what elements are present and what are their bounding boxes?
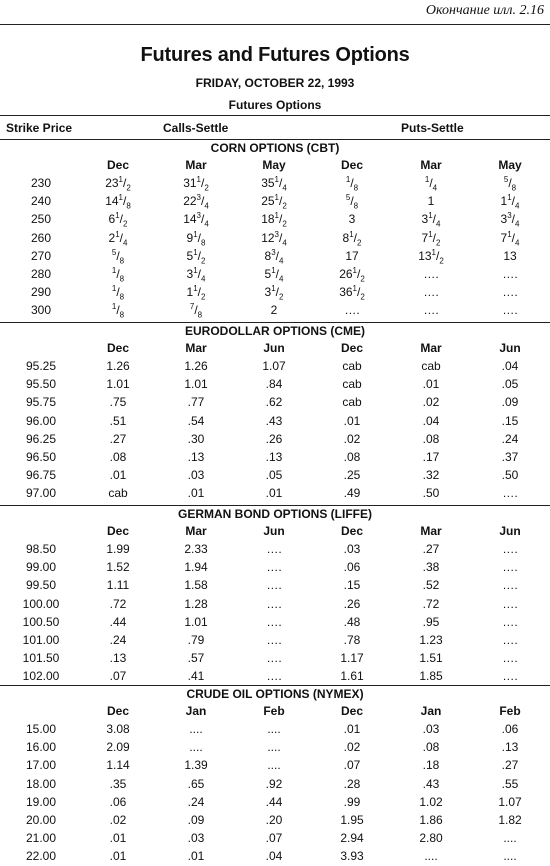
- option-value-cell: .30: [187, 431, 205, 446]
- month-header: Dec: [106, 158, 129, 172]
- option-value-cell: 1.01: [106, 377, 130, 392]
- option-value-cell: ….: [502, 578, 518, 593]
- option-value-cell: cab: [342, 377, 362, 392]
- option-value-cell: cab: [421, 359, 441, 373]
- option-value-cell: ….: [266, 669, 282, 684]
- option-value-cell: $13^1/_2$: [418, 247, 444, 266]
- month-header: Dec: [106, 341, 129, 355]
- strike-price-cell: 250: [30, 212, 52, 227]
- strike-price-cell: 96.00: [25, 413, 57, 428]
- calls-settle-header: Calls-Settle: [163, 121, 229, 135]
- option-value-cell: ….: [423, 303, 439, 318]
- month-header: Dec: [106, 524, 129, 538]
- option-value-cell: .26: [343, 596, 361, 611]
- month-header: Dec: [340, 158, 363, 172]
- option-value-cell: .95: [422, 614, 440, 629]
- option-value-cell: ....: [189, 722, 203, 736]
- option-value-cell: 3.93: [340, 849, 364, 864]
- strike-price-header: Strike Price: [6, 121, 73, 135]
- option-value-cell: .20: [265, 813, 283, 827]
- option-value-cell: ….: [502, 267, 518, 281]
- strike-price-cell: 95.25: [25, 359, 57, 373]
- option-value-cell: .27: [109, 431, 127, 446]
- option-value-cell: .49: [343, 486, 361, 501]
- option-value-cell: 1.94: [184, 560, 208, 575]
- option-value-cell: 1.01: [184, 377, 208, 392]
- strike-price-cell: 280: [30, 267, 52, 281]
- option-value-cell: $1^1/_2$: [186, 284, 206, 302]
- option-value-cell: ….: [266, 614, 282, 629]
- option-value-cell: .08: [343, 450, 361, 464]
- option-value-cell: .04: [422, 413, 440, 428]
- strike-price-cell: 17.00: [25, 758, 57, 773]
- option-value-cell: ….: [502, 486, 518, 501]
- option-value-cell: .57: [187, 651, 205, 666]
- option-value-cell: .01: [187, 849, 205, 864]
- option-value-cell: 1.11: [106, 578, 130, 593]
- option-value-cell: $22^3/_4$: [183, 193, 209, 211]
- option-value-cell: ....: [189, 740, 203, 755]
- option-value-cell: $36^1/_2$: [339, 284, 365, 302]
- strike-price-cell: 20.00: [25, 813, 57, 827]
- option-value-cell: .35: [109, 776, 127, 791]
- option-value-cell: 1.95: [340, 813, 364, 827]
- month-header: Mar: [420, 158, 442, 172]
- option-value-cell: 1.86: [419, 813, 443, 827]
- option-value-cell: $^1/_8$: [111, 266, 125, 284]
- option-value-cell: .06: [109, 794, 127, 809]
- option-value-cell: ....: [267, 740, 281, 755]
- month-header: Dec: [340, 524, 363, 538]
- option-value-cell: .13: [187, 450, 205, 464]
- month-header: Mar: [185, 524, 207, 538]
- month-header: Dec: [106, 704, 129, 718]
- option-value-cell: .51: [109, 413, 127, 428]
- option-value-cell: $6^1/_2$: [108, 211, 128, 229]
- option-value-cell: .04: [265, 849, 283, 864]
- option-value-cell: 1.51: [419, 651, 443, 666]
- option-value-cell: .92: [265, 776, 283, 791]
- strike-price-cell: 95.50: [25, 377, 57, 392]
- option-value-cell: $14^3/_4$: [183, 211, 209, 229]
- strike-price-cell: 101.50: [22, 651, 60, 666]
- option-value-cell: .50: [422, 486, 440, 501]
- option-value-cell: .27: [422, 542, 440, 556]
- option-value-cell: $5^1/_4$: [264, 266, 284, 284]
- option-value-cell: .13: [109, 651, 127, 666]
- option-value-cell: .55: [501, 776, 519, 791]
- strike-price-cell: 21.00: [25, 831, 57, 846]
- option-value-cell: .09: [187, 813, 205, 827]
- option-value-cell: $^1/_4$: [424, 175, 438, 193]
- option-value-cell: 3: [348, 212, 356, 227]
- strike-price-cell: 290: [30, 285, 52, 300]
- option-value-cell: $^7/_8$: [189, 302, 203, 320]
- month-header: Mar: [185, 158, 207, 172]
- option-value-cell: .43: [265, 413, 283, 428]
- option-value-cell: .79: [187, 633, 205, 647]
- option-value-cell: 1.26: [106, 359, 130, 373]
- strike-price-cell: 22.00: [25, 849, 57, 864]
- option-value-cell: 17: [345, 248, 359, 263]
- option-value-cell: .43: [422, 776, 440, 791]
- option-value-cell: .44: [109, 614, 127, 629]
- option-value-cell: .02: [343, 431, 361, 446]
- option-value-cell: $^1/_8$: [111, 302, 125, 320]
- option-value-cell: ….: [502, 560, 518, 575]
- option-value-cell: .72: [109, 596, 127, 611]
- strike-price-cell: 270: [30, 248, 52, 263]
- strike-price-cell: 300: [30, 303, 52, 318]
- month-header: Jan: [420, 704, 442, 718]
- option-value-cell: .37: [501, 450, 519, 464]
- option-value-cell: .03: [187, 468, 205, 483]
- month-header: Mar: [420, 524, 442, 538]
- option-value-cell: 2.33: [184, 542, 208, 556]
- option-value-cell: 1.01: [184, 614, 208, 629]
- option-value-cell: 1.07: [262, 359, 286, 373]
- option-value-cell: ….: [344, 303, 360, 318]
- option-value-cell: $14^1/_8$: [105, 193, 131, 211]
- option-value-cell: $^1/_8$: [345, 175, 359, 193]
- option-value-cell: .09: [501, 395, 519, 410]
- month-header: May: [498, 158, 522, 172]
- strike-price-cell: 101.00: [22, 633, 60, 647]
- option-value-cell: ….: [502, 651, 518, 666]
- option-value-cell: $35^1/_4$: [261, 175, 287, 193]
- option-value-cell: .65: [187, 776, 205, 791]
- section-title: CRUDE OIL OPTIONS (NYMEX): [186, 687, 364, 701]
- strike-price-cell: 96.50: [25, 450, 57, 464]
- section-divider: [0, 322, 550, 323]
- option-value-cell: $3^1/_4$: [186, 266, 206, 284]
- strike-price-cell: 15.00: [25, 722, 57, 736]
- option-value-cell: .04: [501, 359, 519, 373]
- option-value-cell: 2.94: [340, 831, 364, 846]
- option-value-cell: $31^1/_2$: [183, 175, 209, 193]
- option-value-cell: .75: [109, 395, 127, 410]
- option-value-cell: 1.02: [419, 794, 443, 809]
- option-value-cell: ….: [502, 285, 518, 300]
- option-value-cell: ….: [266, 596, 282, 611]
- option-value-cell: .52: [422, 578, 440, 593]
- option-value-cell: 13: [503, 248, 517, 263]
- option-value-cell: 1.99: [106, 542, 130, 556]
- option-value-cell: 1.26: [184, 359, 208, 373]
- option-value-cell: $^5/_8$: [503, 175, 517, 193]
- option-value-cell: 2.09: [106, 740, 130, 755]
- option-value-cell: .13: [501, 740, 519, 755]
- option-value-cell: $23^1/_2$: [105, 175, 131, 193]
- option-value-cell: $2^1/_4$: [108, 229, 128, 247]
- month-header: Feb: [263, 704, 285, 718]
- option-value-cell: ….: [502, 542, 518, 556]
- option-value-cell: .99: [343, 794, 361, 809]
- option-value-cell: 1.17: [340, 651, 364, 666]
- option-value-cell: .03: [343, 542, 361, 556]
- option-value-cell: ….: [423, 285, 439, 300]
- option-value-cell: cab: [108, 486, 128, 501]
- month-header: Jun: [263, 341, 285, 355]
- option-value-cell: $5^1/_2$: [186, 247, 206, 266]
- strike-price-cell: 99.50: [25, 578, 57, 593]
- option-value-cell: ….: [266, 578, 282, 593]
- strike-price-cell: 96.75: [25, 468, 57, 483]
- option-value-cell: cab: [342, 395, 362, 410]
- option-value-cell: $^1/_8$: [111, 284, 125, 302]
- option-value-cell: .28: [343, 776, 361, 791]
- strike-price-cell: 99.00: [25, 560, 57, 575]
- strike-price-cell: 16.00: [25, 740, 57, 755]
- strike-price-cell: 100.50: [22, 614, 60, 629]
- option-value-cell: $1^1/_4$: [500, 193, 520, 211]
- option-value-cell: ….: [502, 596, 518, 611]
- option-value-cell: .25: [343, 468, 361, 483]
- puts-settle-header: Puts-Settle: [401, 121, 464, 135]
- option-value-cell: .54: [187, 413, 205, 428]
- option-value-cell: .07: [265, 831, 283, 846]
- option-value-cell: .01: [265, 486, 283, 501]
- option-value-cell: $8^3/_4$: [264, 247, 284, 266]
- option-value-cell: 1: [427, 194, 435, 209]
- month-header: Jun: [499, 524, 521, 538]
- option-value-cell: cab: [342, 359, 362, 373]
- month-header: Mar: [420, 341, 442, 355]
- option-value-cell: $18^1/_2$: [261, 211, 287, 229]
- option-value-cell: .01: [109, 468, 127, 483]
- option-value-cell: .78: [343, 633, 361, 647]
- option-value-cell: 1.14: [106, 758, 130, 773]
- option-value-cell: .13: [265, 450, 283, 464]
- strike-price-cell: 100.00: [22, 596, 60, 611]
- option-value-cell: .15: [501, 413, 519, 428]
- option-value-cell: .01: [109, 831, 127, 846]
- option-value-cell: .03: [422, 722, 440, 736]
- option-value-cell: .26: [265, 431, 283, 446]
- option-value-cell: ….: [502, 669, 518, 684]
- option-value-cell: .18: [422, 758, 440, 773]
- option-value-cell: .38: [422, 560, 440, 575]
- option-value-cell: .05: [265, 468, 283, 483]
- strike-price-cell: 97.00: [25, 486, 57, 501]
- strike-price-cell: 95.75: [25, 395, 57, 410]
- strike-price-cell: 18.00: [25, 776, 57, 791]
- month-header: Jan: [185, 704, 207, 718]
- option-value-cell: $8^1/_2$: [342, 229, 362, 247]
- option-value-cell: ….: [266, 542, 282, 556]
- header-bottom-rule: [0, 139, 550, 140]
- option-value-cell: ….: [266, 633, 282, 647]
- option-value-cell: .24: [187, 794, 205, 809]
- option-value-cell: $7^1/_2$: [421, 229, 441, 247]
- option-value-cell: ….: [502, 633, 518, 647]
- option-value-cell: .01: [343, 722, 361, 736]
- month-header: Dec: [340, 341, 363, 355]
- option-value-cell: $^5/_8$: [345, 193, 359, 211]
- option-value-cell: $3^3/_4$: [500, 211, 520, 229]
- option-value-cell: ….: [502, 303, 518, 318]
- month-header: Jun: [499, 341, 521, 355]
- option-value-cell: 2: [270, 303, 278, 318]
- strike-price-cell: 260: [30, 230, 52, 245]
- strike-price-cell: 19.00: [25, 794, 57, 809]
- option-value-cell: 2.80: [419, 831, 443, 846]
- option-value-cell: .06: [501, 722, 519, 736]
- option-value-cell: .06: [343, 560, 361, 575]
- option-value-cell: .08: [109, 450, 127, 464]
- option-value-cell: ....: [503, 849, 517, 864]
- strike-price-cell: 96.25: [25, 431, 57, 446]
- option-value-cell: ....: [424, 849, 438, 864]
- strike-price-cell: 240: [30, 194, 52, 209]
- option-value-cell: ....: [503, 831, 517, 846]
- option-value-cell: $7^1/_4$: [500, 229, 520, 247]
- option-value-cell: .24: [501, 431, 519, 446]
- option-value-cell: .03: [187, 831, 205, 846]
- option-value-cell: .07: [109, 669, 127, 684]
- month-header: May: [262, 158, 286, 172]
- caption-bar: [0, 0, 550, 25]
- option-value-cell: 1.07: [498, 794, 522, 809]
- month-header: Dec: [340, 704, 363, 718]
- option-value-cell: .27: [501, 758, 519, 773]
- section-divider: [0, 505, 550, 506]
- option-value-cell: .48: [343, 614, 361, 629]
- option-value-cell: $12^3/_4$: [261, 229, 287, 247]
- option-value-cell: $26^1/_2$: [339, 266, 365, 284]
- option-value-cell: $3^1/_2$: [264, 284, 284, 302]
- option-value-cell: 1.28: [184, 596, 208, 611]
- option-value-cell: .32: [422, 468, 440, 483]
- option-value-cell: .17: [422, 450, 440, 464]
- figure-caption: Окончание илл. 2.16: [425, 3, 544, 18]
- option-value-cell: $9^1/_8$: [186, 229, 206, 247]
- option-value-cell: .01: [109, 849, 127, 864]
- option-value-cell: .02: [109, 813, 127, 827]
- option-value-cell: 1.23: [419, 633, 443, 647]
- option-value-cell: .84: [265, 377, 283, 392]
- option-value-cell: ….: [266, 560, 282, 575]
- section-title: GERMAN BOND OPTIONS (LIFFE): [178, 507, 372, 521]
- option-value-cell: 1.52: [106, 560, 130, 575]
- option-value-cell: .50: [501, 468, 519, 483]
- strike-price-cell: 102.00: [22, 669, 60, 684]
- header-top-rule: [0, 115, 550, 116]
- option-value-cell: 1.39: [184, 758, 208, 773]
- strike-price-cell: 230: [30, 176, 52, 190]
- option-value-cell: 1.58: [184, 578, 208, 593]
- option-value-cell: .15: [343, 578, 361, 593]
- table-subtitle: Futures Options: [228, 98, 322, 112]
- page-title: Futures and Futures Options: [140, 44, 410, 66]
- option-value-cell: 1.82: [498, 813, 522, 827]
- option-value-cell: .44: [265, 794, 283, 809]
- strike-price-cell: 98.50: [25, 542, 57, 556]
- option-value-cell: 3.08: [106, 722, 130, 736]
- month-header: Mar: [185, 341, 207, 355]
- option-value-cell: ….: [266, 651, 282, 666]
- option-value-cell: .01: [422, 377, 440, 392]
- month-header: Feb: [499, 704, 521, 718]
- month-header: Jun: [263, 524, 285, 538]
- section-divider: [0, 685, 550, 686]
- option-value-cell: .02: [422, 395, 440, 410]
- option-value-cell: .08: [422, 431, 440, 446]
- option-value-cell: .01: [187, 486, 205, 501]
- option-value-cell: .05: [501, 377, 519, 392]
- option-value-cell: .01: [343, 413, 361, 428]
- option-value-cell: $3^1/_4$: [421, 211, 441, 229]
- option-value-cell: ….: [502, 614, 518, 629]
- option-value-cell: .77: [187, 395, 205, 410]
- option-value-cell: ....: [267, 722, 281, 736]
- option-value-cell: ….: [423, 267, 439, 281]
- section-title: EURODOLLAR OPTIONS (CME): [185, 324, 365, 338]
- option-value-cell: $25^1/_2$: [261, 193, 287, 211]
- option-value-cell: ....: [267, 758, 281, 773]
- option-value-cell: .07: [343, 758, 361, 773]
- option-value-cell: .72: [422, 596, 440, 611]
- option-value-cell: .41: [187, 669, 205, 684]
- option-value-cell: .24: [109, 633, 127, 647]
- option-value-cell: $^5/_8$: [111, 247, 125, 266]
- option-value-cell: .62: [265, 395, 283, 410]
- report-date: FRIDAY, OCTOBER 22, 1993: [195, 76, 355, 90]
- option-value-cell: .08: [422, 740, 440, 755]
- section-title: CORN OPTIONS (CBT): [210, 141, 340, 155]
- option-value-cell: 1.61: [340, 669, 364, 684]
- option-value-cell: 1.85: [419, 669, 443, 684]
- option-value-cell: .02: [343, 740, 361, 755]
